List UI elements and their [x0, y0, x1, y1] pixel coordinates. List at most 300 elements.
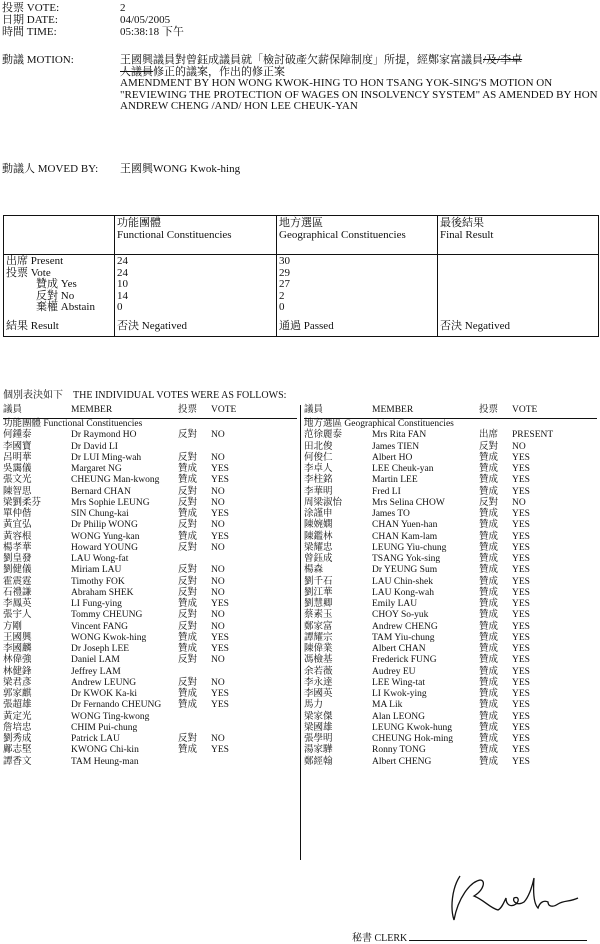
clerk-signature-line [409, 931, 587, 941]
fc-vote-row [3, 633, 297, 644]
gc-section-title: 地方選區 Geographical Constituencies [304, 419, 454, 429]
member-vote: YES [211, 464, 229, 474]
member-vote-zh: 贊成 [479, 689, 499, 699]
motion-zh-strike-2: 人議員 [120, 65, 153, 78]
member-vote: YES [512, 655, 530, 666]
member-name-en: LEUNG Yiu-chung [372, 542, 447, 553]
header-member: MEMBER [372, 405, 414, 415]
gc-vote-row [304, 565, 597, 576]
member-vote: YES [211, 745, 229, 756]
gc-column-header [304, 405, 597, 419]
member-name-en: CHAN Kam-lam [372, 531, 438, 542]
member-vote-zh: 反對 [178, 520, 198, 531]
row-yes-label: 贊成 Yes [36, 278, 77, 290]
member-name-en: Timothy FOK [71, 576, 125, 587]
member-name-en: SIN Chung-kai [71, 509, 129, 519]
member-name-zh: 鄭經翰 [304, 756, 333, 767]
member-name-en: Andrew CHENG [372, 621, 438, 632]
member-vote: YES [211, 475, 229, 486]
member-name-en: Mrs Rita FAN [372, 430, 427, 441]
member-name-zh: 郭家麒 [3, 689, 32, 699]
fc-vote-row [3, 520, 297, 531]
member-name-zh: 譚耀宗 [304, 632, 333, 643]
member-vote-zh: 反對 [479, 497, 499, 508]
member-name-en: WONG Ting-kwong [71, 711, 150, 722]
member-vote: NO [211, 486, 225, 497]
member-vote: YES [512, 711, 530, 722]
member-name-zh: 張宇人 [3, 610, 32, 621]
member-name-zh: 范徐麗泰 [304, 430, 343, 441]
member-name-zh: 劉慧卿 [304, 599, 333, 609]
fc-vote-row [3, 734, 297, 745]
member-name-en: CHIM Pui-chung [71, 722, 138, 733]
fc-column-header [3, 405, 297, 419]
member-name-zh: 劉皇發 [3, 554, 32, 564]
motion-zh-b: 修正的議案，作出的修正案 [153, 65, 285, 78]
member-name-en: Martin LEE [372, 475, 418, 486]
col-functional: 功能團體 Functional Constituencies [117, 217, 232, 241]
member-vote: YES [512, 531, 530, 542]
member-vote: NO [211, 497, 225, 508]
gc-vote-row [304, 475, 597, 486]
member-vote-zh: 反對 [178, 576, 198, 587]
member-name-en: Dr Joseph LEE [71, 644, 130, 654]
member-vote: YES [512, 700, 530, 711]
member-name-en: Fred LI [372, 486, 401, 497]
time-value: 05:38:18 下午 [120, 26, 184, 38]
member-name-en: Dr David LI [71, 441, 118, 452]
member-vote: NO [211, 610, 225, 621]
col-final: 最後結果 Final Result [440, 217, 494, 241]
member-name-zh: 劉健儀 [3, 565, 32, 576]
member-name-en: WONG Yung-kan [71, 531, 140, 542]
member-name-zh: 陳鑑林 [304, 531, 333, 542]
member-vote: YES [512, 475, 530, 486]
member-vote: NO [211, 452, 225, 463]
member-vote: YES [512, 464, 530, 474]
member-name-zh: 李永達 [304, 677, 333, 688]
gc-vote-row [304, 543, 597, 554]
gc-vote-row [304, 678, 597, 689]
member-vote: NO [211, 655, 225, 666]
member-vote-zh: 贊成 [178, 632, 198, 643]
member-vote: YES [512, 745, 530, 756]
member-vote-zh: 贊成 [479, 464, 499, 474]
gc-vote-row [304, 734, 597, 745]
results-table [3, 215, 599, 337]
member-vote-zh: 贊成 [479, 475, 499, 486]
member-vote-zh: 贊成 [479, 599, 499, 609]
member-vote: YES [512, 644, 530, 654]
member-name-zh: 呂明華 [3, 452, 32, 463]
gc-abstain: 0 [279, 301, 285, 313]
member-name-zh: 李柱銘 [304, 475, 333, 486]
member-vote: YES [512, 722, 530, 733]
member-vote: YES [512, 509, 530, 519]
gc-vote-row [304, 498, 597, 509]
member-name-en: Dr KWOK Ka-ki [71, 689, 137, 699]
fc-vote-row [3, 453, 297, 464]
member-vote-zh: 贊成 [479, 452, 499, 463]
row-present-label: 出席 Present [6, 255, 64, 267]
member-vote-zh: 贊成 [178, 700, 198, 711]
date-value: 04/05/2005 [120, 14, 171, 26]
member-vote: YES [512, 610, 530, 621]
member-name-en: Frederick FUNG [372, 655, 437, 666]
member-name-en: Albert CHENG [372, 756, 432, 767]
moved-by-label: 動議人 MOVED BY: [2, 163, 99, 175]
member-vote: YES [211, 632, 229, 643]
member-name-en: CHEUNG Man-kwong [71, 475, 160, 486]
member-name-zh: 黃宜弘 [3, 520, 32, 531]
member-name-zh: 張文光 [3, 475, 32, 486]
member-name-en: Bernard CHAN [71, 486, 131, 497]
vote-number: 2 [120, 2, 126, 14]
gc-vote-row [304, 622, 597, 633]
fc-vote-row [3, 588, 297, 599]
fc-vote-row [3, 599, 297, 610]
member-vote-zh: 贊成 [178, 745, 198, 756]
member-name-en: Albert HO [372, 452, 413, 463]
fc-vote-row [3, 723, 297, 734]
gc-vote-row [304, 644, 597, 655]
member-vote: NO [512, 441, 526, 452]
member-vote-zh: 反對 [178, 655, 198, 666]
member-vote-zh: 贊成 [479, 610, 499, 621]
member-name-zh: 李國麟 [3, 644, 32, 654]
member-name-en: CHOY So-yuk [372, 610, 429, 621]
member-name-en: Mrs Sophie LEUNG [71, 497, 150, 508]
gc-vote-row [304, 554, 597, 565]
member-name-en: Daniel LAM [71, 655, 120, 666]
member-name-zh: 涂謹申 [304, 509, 333, 519]
member-name-en: Howard YOUNG [71, 542, 138, 553]
member-name-zh: 陳婉嫻 [304, 520, 333, 531]
member-vote-zh: 反對 [178, 452, 198, 463]
member-name-en: Dr Philip WONG [71, 520, 138, 531]
member-name-en: Emily LAU [372, 599, 418, 609]
time-label: 時間 TIME: [2, 26, 57, 38]
member-vote-zh: 贊成 [479, 621, 499, 632]
member-vote-zh: 反對 [178, 587, 198, 598]
member-vote: NO [211, 520, 225, 531]
gc-vote-row [304, 712, 597, 723]
row-abstain-label: 棄權 Abstain [36, 301, 95, 313]
member-name-en: Alan LEONG [372, 711, 426, 722]
member-vote: YES [512, 520, 530, 531]
fc-vote-row [3, 644, 297, 655]
member-vote-zh: 反對 [178, 677, 198, 688]
motion-label: 動議 MOTION: [2, 54, 74, 66]
member-vote-zh: 贊成 [479, 632, 499, 643]
member-vote: NO [211, 621, 225, 632]
fc-vote-row [3, 565, 297, 576]
member-vote-zh: 贊成 [479, 531, 499, 542]
member-vote-zh: 贊成 [178, 509, 198, 519]
member-name-en: CHAN Yuen-han [372, 520, 438, 531]
member-name-zh: 周梁淑怡 [304, 497, 343, 508]
member-vote-zh: 反對 [178, 610, 198, 621]
member-name-en: TAM Heung-man [71, 756, 139, 767]
moved-by-value: 王國興WONG Kwok-hing [120, 163, 241, 175]
gc-vote-row [304, 599, 597, 610]
gc-vote: 29 [279, 266, 290, 279]
member-name-en: TSANG Yok-sing [372, 554, 441, 564]
member-vote-zh: 贊成 [479, 745, 499, 756]
member-vote-zh: 贊成 [178, 475, 198, 486]
member-vote-zh: 贊成 [479, 711, 499, 722]
member-vote: YES [512, 542, 530, 553]
fc-vote-row [3, 543, 297, 554]
fc-section-title: 功能團體 Functional Constituencies [3, 419, 143, 429]
member-vote: YES [211, 599, 229, 609]
gc-vote-row [304, 610, 597, 621]
member-name-zh: 李國寶 [3, 441, 32, 452]
header-zh: 議員 [304, 405, 324, 415]
member-name-en: Dr Fernando CHEUNG [71, 700, 162, 711]
gc-vote-row [304, 487, 597, 498]
member-name-zh: 何鍾泰 [3, 430, 32, 441]
fc-vote-row [3, 430, 297, 441]
member-vote-zh: 贊成 [479, 509, 499, 519]
member-vote-zh: 贊成 [479, 587, 499, 598]
fc-vote-row [3, 464, 297, 475]
final-result: 否決 Negatived [440, 320, 510, 332]
gc-vote-row [304, 453, 597, 464]
member-vote-zh: 贊成 [479, 486, 499, 497]
member-vote: YES [512, 689, 530, 699]
fc-vote-row [3, 757, 297, 768]
gc-present: 30 [279, 255, 290, 267]
member-vote: NO [211, 587, 225, 598]
member-name-zh: 林偉強 [3, 655, 32, 666]
member-name-zh: 吳靄儀 [3, 464, 32, 474]
member-vote: YES [512, 452, 530, 463]
member-name-en: LEE Cheuk-yan [372, 464, 434, 474]
gc-vote-row [304, 509, 597, 520]
member-name-en: WONG Kwok-hing [71, 632, 147, 643]
member-name-zh: 梁國雄 [304, 722, 333, 733]
gc-vote-row [304, 700, 597, 711]
gc-votes-column [304, 405, 597, 768]
fc-vote: 24 [117, 266, 128, 279]
member-name-en: LEE Wing-tat [372, 677, 425, 688]
gc-vote-row [304, 633, 597, 644]
date-label: 日期 DATE: [2, 14, 58, 26]
member-name-en: CHEUNG Hok-ming [372, 734, 454, 744]
member-vote: YES [211, 531, 229, 542]
clerk-label: 秘書 CLERK [352, 933, 408, 944]
fc-vote-row [3, 678, 297, 689]
gc-vote-row [304, 745, 597, 756]
member-name-zh: 方剛 [3, 621, 23, 632]
member-name-zh: 石禮謙 [3, 587, 32, 598]
header-vote: VOTE [512, 405, 538, 415]
member-name-en: LI Kwok-ying [372, 689, 427, 699]
gc-vote-row [304, 532, 597, 543]
member-vote: YES [512, 576, 530, 587]
fc-no: 14 [117, 289, 128, 302]
member-vote-zh: 贊成 [479, 565, 499, 576]
member-vote-zh: 出席 [479, 430, 499, 441]
header-vote: VOTE [211, 405, 237, 415]
member-name-zh: 劉江華 [304, 587, 333, 598]
member-vote-zh: 贊成 [479, 700, 499, 711]
row-no-label: 反對 No [36, 289, 75, 302]
fc-vote-row [3, 554, 297, 565]
member-vote: YES [211, 644, 229, 654]
member-name-zh: 鄭家富 [304, 621, 333, 632]
member-name-zh: 黃定光 [3, 711, 32, 722]
fc-vote-row [3, 667, 297, 678]
member-vote: YES [512, 599, 530, 609]
motion-zh-strike-1: /及/李卓 [483, 54, 523, 66]
fc-vote-row [3, 745, 297, 756]
fc-present: 24 [117, 255, 128, 267]
member-vote-zh: 反對 [178, 486, 198, 497]
member-name-en: Patrick LAU [71, 734, 120, 744]
member-name-en: James TIEN [372, 441, 420, 452]
fc-vote-row [3, 577, 297, 588]
member-vote-zh: 反對 [178, 542, 198, 553]
gc-vote-row [304, 655, 597, 666]
member-vote-zh: 贊成 [479, 722, 499, 733]
member-vote: YES [512, 621, 530, 632]
moved-by [2, 160, 241, 176]
member-name-zh: 林健鋒 [3, 666, 32, 677]
gc-vote-row [304, 442, 597, 453]
col-geographical: 地方選區 Geographical Constituencies [279, 217, 406, 241]
member-vote-zh: 贊成 [479, 756, 499, 767]
member-vote-zh: 贊成 [479, 655, 499, 666]
member-name-en: Dr LUI Ming-wah [71, 452, 142, 463]
vote-label: 投票 VOTE: [2, 2, 60, 14]
member-vote-zh: 贊成 [178, 531, 198, 542]
clerk-line [352, 929, 587, 944]
member-name-zh: 黃容根 [3, 531, 32, 542]
fc-vote-row [3, 700, 297, 711]
member-name-en: Dr YEUNG Sum [372, 565, 438, 576]
individual-votes-intro: 個別表決如下 THE INDIVIDUAL VOTES WERE AS FOLLOWS: [3, 390, 287, 401]
member-vote: NO [211, 576, 225, 587]
member-name-zh: 李鳳英 [3, 599, 32, 609]
fc-result: 否決 Negatived [117, 320, 187, 332]
member-vote: YES [512, 587, 530, 598]
motion-en: AMENDMENT BY HON WONG KWOK-HING TO HON TSANG YOK-SING'S MOTION ON "REVIEWING THE PROTECTION OF WAGES ON INSOLVENCY SYSTEM" AS AMENDED BY HON ANDREW CHENG /AND/ HON LEE CHEUK-YAN [120, 77, 598, 112]
gc-vote-row [304, 723, 597, 734]
member-vote: NO [211, 734, 225, 744]
member-name-zh: 李卓人 [304, 464, 333, 474]
member-vote-zh: 贊成 [479, 666, 499, 677]
member-name-en: Jeffrey LAM [71, 666, 121, 677]
member-name-zh: 詹培忠 [3, 722, 32, 733]
member-name-en: LAU Wong-fat [71, 554, 129, 564]
member-vote-zh: 贊成 [178, 644, 198, 654]
member-name-en: TAM Yiu-chung [372, 632, 435, 643]
member-vote-zh: 贊成 [479, 520, 499, 531]
member-vote: YES [512, 554, 530, 564]
member-name-zh: 劉千石 [304, 576, 333, 587]
fc-vote-row [3, 622, 297, 633]
member-name-zh: 陳智思 [3, 486, 32, 497]
member-name-en: Tommy CHEUNG [71, 610, 143, 621]
fc-vote-row [3, 712, 297, 723]
gc-vote-row [304, 577, 597, 588]
member-vote: NO [211, 565, 225, 576]
header-zh: 議員 [3, 405, 23, 415]
member-name-en: MA Lik [372, 700, 403, 711]
fc-vote-row [3, 498, 297, 509]
member-name-zh: 田北俊 [304, 441, 333, 452]
row-result-label: 結果 Result [6, 320, 59, 332]
member-vote: YES [512, 565, 530, 576]
member-vote-zh: 贊成 [479, 554, 499, 564]
member-name-zh: 單仲偕 [3, 509, 32, 519]
member-name-zh: 張超雄 [3, 700, 32, 711]
member-name-en: Abraham SHEK [71, 587, 134, 598]
member-name-en: LAU Kong-wah [372, 587, 435, 598]
gc-vote-row [304, 520, 597, 531]
member-vote: NO [211, 677, 225, 688]
member-vote-zh: 反對 [178, 497, 198, 508]
member-vote-zh: 贊成 [479, 576, 499, 587]
member-name-zh: 湯家驊 [304, 745, 333, 756]
member-name-zh: 梁君彥 [3, 677, 32, 688]
member-vote: YES [211, 700, 229, 711]
fc-yes: 10 [117, 278, 128, 290]
member-name-zh: 譚香文 [3, 756, 32, 767]
member-vote-zh: 贊成 [479, 644, 499, 654]
member-vote-zh: 贊成 [479, 677, 499, 688]
gc-vote-row [304, 464, 597, 475]
member-name-en: Ronny TONG [372, 745, 426, 756]
member-vote: YES [512, 734, 530, 744]
member-name-en: Miriam LAU [71, 565, 122, 576]
member-name-zh: 張學明 [304, 734, 333, 744]
member-vote-zh: 贊成 [479, 734, 499, 744]
member-vote-zh: 反對 [479, 441, 499, 452]
gc-vote-row [304, 689, 597, 700]
fc-vote-row [3, 610, 297, 621]
header-vote-zh: 投票 [479, 405, 499, 415]
clerk-signature [440, 868, 590, 928]
member-vote: YES [512, 666, 530, 677]
row-vote-label: 投票 Vote [6, 266, 51, 279]
member-name-en: KWONG Chi-kin [71, 745, 139, 756]
member-name-zh: 馮檢基 [304, 655, 333, 666]
member-name-zh: 馬力 [304, 700, 324, 711]
fc-vote-row [3, 475, 297, 486]
member-name-zh: 霍震霆 [3, 576, 32, 587]
fc-vote-row [3, 689, 297, 700]
gc-vote-row [304, 588, 597, 599]
member-name-zh: 何俊仁 [304, 452, 333, 463]
gc-result: 通過 Passed [279, 320, 334, 332]
member-name-zh: 李華明 [304, 486, 333, 497]
member-vote-zh: 贊成 [178, 689, 198, 699]
member-name-en: Margaret NG [71, 464, 122, 474]
gc-vote-row [304, 430, 597, 441]
member-vote-zh: 贊成 [178, 599, 198, 609]
member-name-en: Mrs Selina CHOW [372, 497, 445, 508]
fc-vote-row [3, 509, 297, 520]
member-vote-zh: 反對 [178, 621, 198, 632]
header-member: MEMBER [71, 405, 113, 415]
fc-vote-row [3, 655, 297, 666]
member-name-zh: 曾鈺成 [304, 554, 333, 564]
member-name-zh: 梁劉柔芬 [3, 497, 42, 508]
member-name-en: Dr Raymond HO [71, 430, 137, 441]
